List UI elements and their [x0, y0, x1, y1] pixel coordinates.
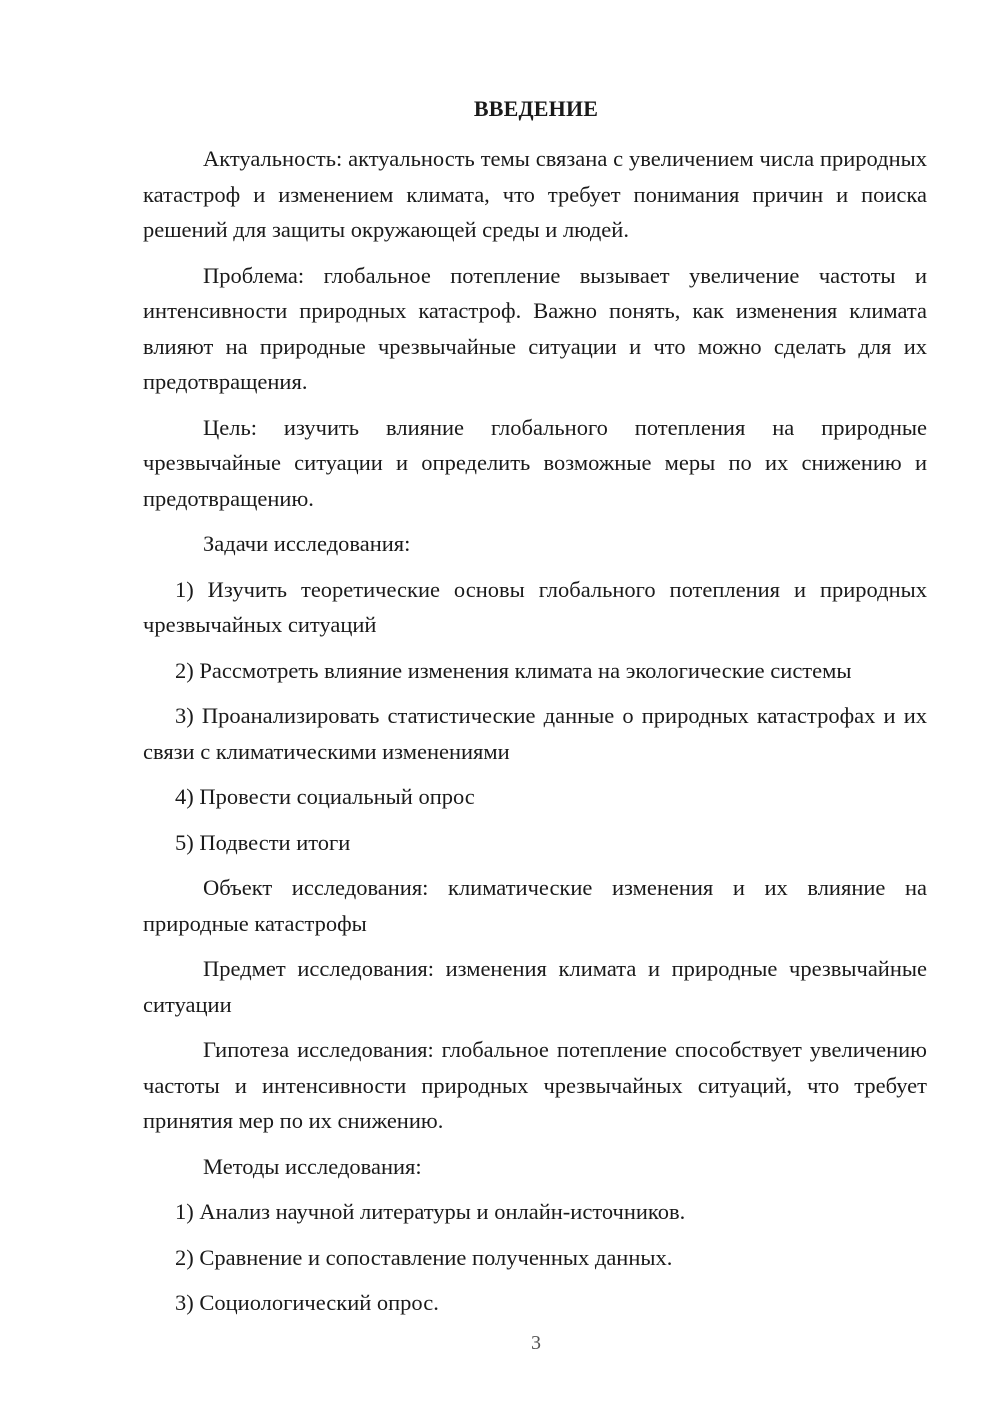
paragraph-goal: Цель: изучить влияние глобального потепления на природные чрезвычайные ситуации и определить возможные меры по их снижению и предотвращению. [143, 414, 927, 511]
method-item-2: 2) Сравнение и сопоставление полученных данных. [175, 1244, 673, 1270]
task-item-5: 5) Подвести итоги [175, 829, 351, 855]
document-body [143, 141, 927, 1331]
task-item-1: 1) Изучить теоретические основы глобального потепления и природных чрезвычайных ситуаций [143, 576, 927, 637]
task-item-2: 2) Рассмотреть влияние изменения климата на экологические системы [175, 657, 852, 683]
page-number: 3 [531, 1332, 541, 1354]
method-item-1: 1) Анализ научной литературы и онлайн-источников. [175, 1199, 686, 1224]
methods-heading: Методы исследования: [203, 1153, 422, 1179]
paragraph-problem: Проблема: глобальное потепление вызывает увеличение частоты и интенсивности природных катастроф. Важно понять, как изменения климата влияют на природные чрезвычайные ситуации и что можно сделать для их предотвращения. [143, 262, 927, 394]
task-item-4: 4) Провести социальный опрос [175, 784, 475, 809]
document-title: ВВЕДЕНИЕ [473, 96, 599, 121]
paragraph-relevance: Актуальность: актуальность темы связана с увеличением числа природных катастроф и изменением климата, что требует понимания причин и поиска решений для защиты окружающей среды и людей. [143, 146, 927, 242]
research-hypothesis: Гипотеза исследования: глобальное потепление способствует увеличению частоты и интенсивности природных чрезвычайных ситуаций, что требует принятия мер по их снижению. [143, 1037, 927, 1133]
method-item-3: 3) Социологический опрос. [175, 1290, 439, 1315]
research-object: Объект исследования: климатические изменения и их влияние на природные катастрофы [143, 875, 927, 936]
research-subject: Предмет исследования: изменения климата и природные чрезвычайные ситуации [143, 956, 927, 1017]
task-item-3: 3) Проанализировать статистические данные о природных катастрофах и их связи с климатическими изменениями [143, 703, 927, 764]
tasks-heading: Задачи исследования: [203, 531, 411, 556]
